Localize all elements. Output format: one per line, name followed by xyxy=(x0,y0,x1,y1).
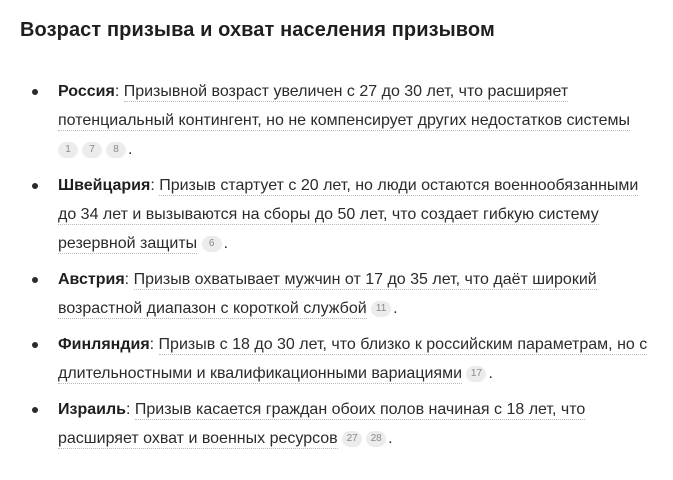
bullet-icon xyxy=(32,89,38,95)
citation-badge[interactable]: 6 xyxy=(202,236,222,252)
citation-badge[interactable]: 17 xyxy=(466,366,486,382)
citation-badge[interactable]: 8 xyxy=(106,142,126,158)
item-text: Призыв с 18 до 30 лет, что близко к российским параметрам, но с длительностными и квалификационными вариациями xyxy=(58,336,648,382)
country-list xyxy=(20,77,653,453)
citation-badge[interactable]: 1 xyxy=(58,142,78,158)
section-title: Возраст призыва и охват населения призывом xyxy=(20,19,495,41)
country-name: Россия xyxy=(58,83,115,100)
country-name: Австрия xyxy=(58,271,125,288)
list-item-russia: Россия: Призывной возраст увеличен с 27 до 30 лет, что расширяет потенциальный контингент, но не компенсирует других недостатков системы 1 7 8 . xyxy=(20,77,653,164)
bullet-icon xyxy=(32,342,38,348)
country-name: Израиль xyxy=(58,401,126,418)
citation-badge[interactable]: 27 xyxy=(342,431,362,447)
list-item-switzerland: Швейцария: Призыв стартует с 20 лет, но люди остаются военнообязанными до 34 лет и вызываются на сборы до 50 лет, что создает гибкую систему резервной защиты 6 . xyxy=(20,171,653,258)
citation-badge[interactable]: 11 xyxy=(371,301,391,317)
citation-badge[interactable]: 28 xyxy=(366,431,386,447)
list-item-israel: Израиль: Призыв касается граждан обоих полов начиная с 18 лет, что расширяет охват и военных ресурсов 27 28 . xyxy=(20,395,653,453)
bullet-icon xyxy=(32,183,38,189)
list-item-finland: Финляндия: Призыв с 18 до 30 лет, что близко к российским параметрам, но с длительностными и квалификационными вариациями 17 . xyxy=(20,330,653,388)
country-name: Швейцария xyxy=(58,177,151,194)
citation-group: 1 7 8 . xyxy=(58,141,132,158)
citation-group: 6 . xyxy=(202,235,228,252)
citation-badge[interactable]: 7 xyxy=(82,142,102,158)
country-name: Финляндия xyxy=(58,336,150,353)
item-text: Призыв стартует с 20 лет, но люди остаются военнообязанными до 34 лет и вызываются на сборы до 50 лет, что создает гибкую систему резервной защиты xyxy=(58,177,639,252)
item-text: Призыв охватывает мужчин от 17 до 35 лет, что даёт широкий возрастной диапазон с короткой службой xyxy=(58,271,597,317)
citation-group: 27 28 . xyxy=(342,430,392,447)
list-item-austria: Австрия: Призыв охватывает мужчин от 17 до 35 лет, что даёт широкий возрастной диапазон с короткой службой 11 . xyxy=(20,265,653,323)
bullet-icon xyxy=(32,277,38,283)
citation-group: 17 . xyxy=(466,365,492,382)
item-text: Призывной возраст увеличен с 27 до 30 лет, что расширяет потенциальный контингент, но не компенсирует других недостатков системы xyxy=(58,83,631,129)
item-text: Призыв касается граждан обоих полов начиная с 18 лет, что расширяет охват и военных ресурсов xyxy=(58,401,586,447)
citation-group: 11 . xyxy=(371,300,397,317)
bullet-icon xyxy=(32,407,38,413)
